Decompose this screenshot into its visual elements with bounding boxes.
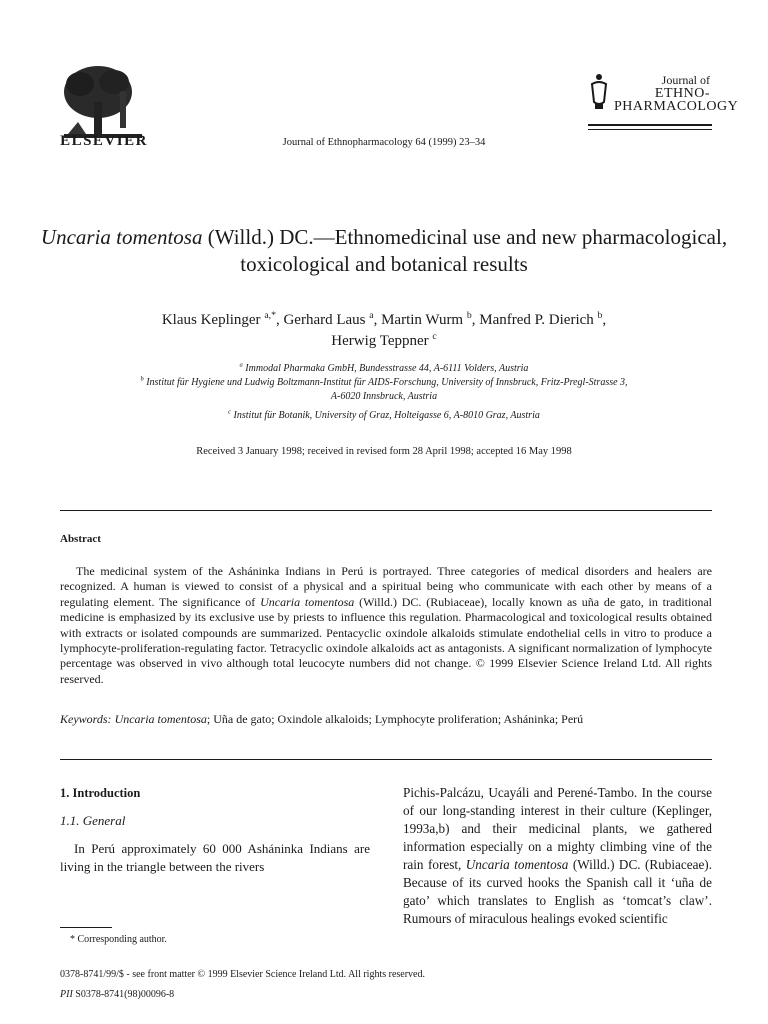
author-name: Martin Wurm (381, 312, 464, 328)
title-text: (Willd.) DC.—Ethnomedicinal use and new pharmacological, toxicological and botanical results (202, 225, 728, 276)
author-separator: , (602, 312, 607, 328)
affiliation-mark: b (140, 375, 144, 383)
author-separator: , (373, 312, 382, 328)
abstract-heading: Abstract (60, 533, 101, 545)
author-name: Klaus Keplinger (161, 312, 261, 328)
affiliation-b (40, 376, 728, 403)
abstract-text: The medicinal system of the Asháninka Indians in Perú is portrayed. Three categories of medical disorders and healers are recognized. A human is viewed to consist of a physical and a spiritual being who communicate with each other by means of a regulating element. The significance of (60, 564, 712, 609)
section-divider (60, 510, 712, 511)
affiliation-mark: a (239, 361, 243, 369)
author-separator: , (275, 312, 284, 328)
affiliation-text: Immodal Pharmaka GmbH, Bundesstrasse 44, A-6111 Volders, Austria (245, 363, 529, 374)
body-right-column (403, 784, 712, 928)
title-species-name: Uncaria tomentosa (40, 225, 203, 249)
pii-value: S0378-8741(98)00096-8 (75, 989, 175, 1000)
pii-line (60, 989, 174, 1000)
body-text: Pichis-Palcázu, Ucayáli and Perené-Tambo. In the course of our long-standing interest in their culture (Keplinger, 1993a,b) and their medicinal plants, we gathered information especially on a mighty climbing vine of the rain forest, (403, 785, 712, 872)
publisher-name: ELSEVIER (60, 133, 148, 149)
author-separator: , (471, 312, 480, 328)
author-affiliation-mark: b (597, 310, 603, 321)
keywords (60, 712, 712, 727)
author-name: Herwig Teppner (331, 333, 429, 349)
keywords-list: ; Uña de gato; Oxindole alkaloids; Lymphocyte proliferation; Asháninka; Perú (206, 712, 584, 726)
author-name: Gerhard Laus (283, 312, 366, 328)
journal-citation: Journal of Ethnopharmacology 64 (1999) 23–34 (282, 137, 486, 148)
author-affiliation-mark: a,* (264, 310, 276, 321)
subsection-heading: 1.1. General (60, 813, 126, 828)
body-left-column (60, 784, 370, 876)
article-title (40, 224, 728, 278)
author-name: Manfred P. Dierich (479, 312, 594, 328)
affiliation-text: Institut für Botanik, University of Graz, Holteigasse 6, A-8010 Graz, Austria (233, 410, 540, 421)
journal-logo-line-3: PHARMACOLOGY (614, 99, 739, 114)
author-affiliation-mark: b (466, 310, 472, 321)
keywords-label: Keywords: (60, 712, 112, 726)
copyright-line: 0378-8741/99/$ - see front matter © 1999 Elsevier Science Ireland Ltd. All rights reserved. (60, 969, 425, 980)
pii-label: PII (60, 989, 73, 1000)
author-list (40, 310, 728, 352)
journal-logo-rule (588, 124, 712, 126)
abstract-species-name: Uncaria tomentosa (260, 594, 355, 609)
keyword-species: Uncaria tomentosa (114, 712, 207, 726)
journal-logo-line-1: Journal of (661, 73, 710, 87)
affiliation-c (40, 409, 728, 423)
journal-logo-rule (588, 129, 712, 130)
author-affiliation-mark: c (432, 331, 437, 342)
abstract-body (60, 564, 712, 687)
affiliation-a (40, 362, 728, 376)
body-species-name: Uncaria tomentosa (465, 857, 569, 872)
footnote-rule (60, 927, 112, 928)
section-divider (60, 759, 712, 760)
affiliation-mark: c (228, 408, 232, 416)
journal-logo-text (614, 73, 739, 114)
footnote: * Corresponding author. (70, 934, 167, 945)
abstract-text: (Willd.) DC. (Rubiaceae), locally known as uña de gato, in traditional medicine is emphasized by its exclusive use by priests to influence this regulation. Pharmacological and toxicological results obtained with extracts or isolated compounds are summarized. Pentacyclic oxindole alkaloids stimulate endothelial cells in vitro to produce a lymphocyte-proliferation-regulating factor. Tetracyclic oxindole alkaloids act as antagonists. A significant normalization of lymphocyte percentage was observed in vivo although total leucocyte numbers did not change. © 1999 Elsevier Science Ireland Ltd. All rights reserved. (60, 594, 713, 686)
journal-logo-line-2: ETHNO- (654, 86, 710, 101)
body-paragraph: In Perú approximately 60 000 Asháninka Indians are living in the triangle between the rivers (60, 841, 370, 874)
section-heading: 1. Introduction (60, 786, 141, 800)
article-dates: Received 3 January 1998; received in revised form 28 April 1998; accepted 16 May 1998 (196, 446, 572, 457)
body-text: (Willd.) DC. (Rubiaceae). Because of its curved hooks the Spanish call it ‘uña de gato’ which translates to English as ‘tomcat’s claw’. Rumours of miraculous healings evoked scientific (403, 857, 712, 926)
journal-logo-icon (588, 72, 610, 112)
author-affiliation-mark: a (369, 310, 374, 321)
affiliation-text-cont: A-6020 Innsbruck, Austria (330, 390, 438, 402)
affiliation-text: Institut für Hygiene und Ludwig Boltzmann-Institut für AIDS-Forschung, University of Innsbruck, Fritz-Pregl-Strasse 3, (146, 377, 628, 388)
